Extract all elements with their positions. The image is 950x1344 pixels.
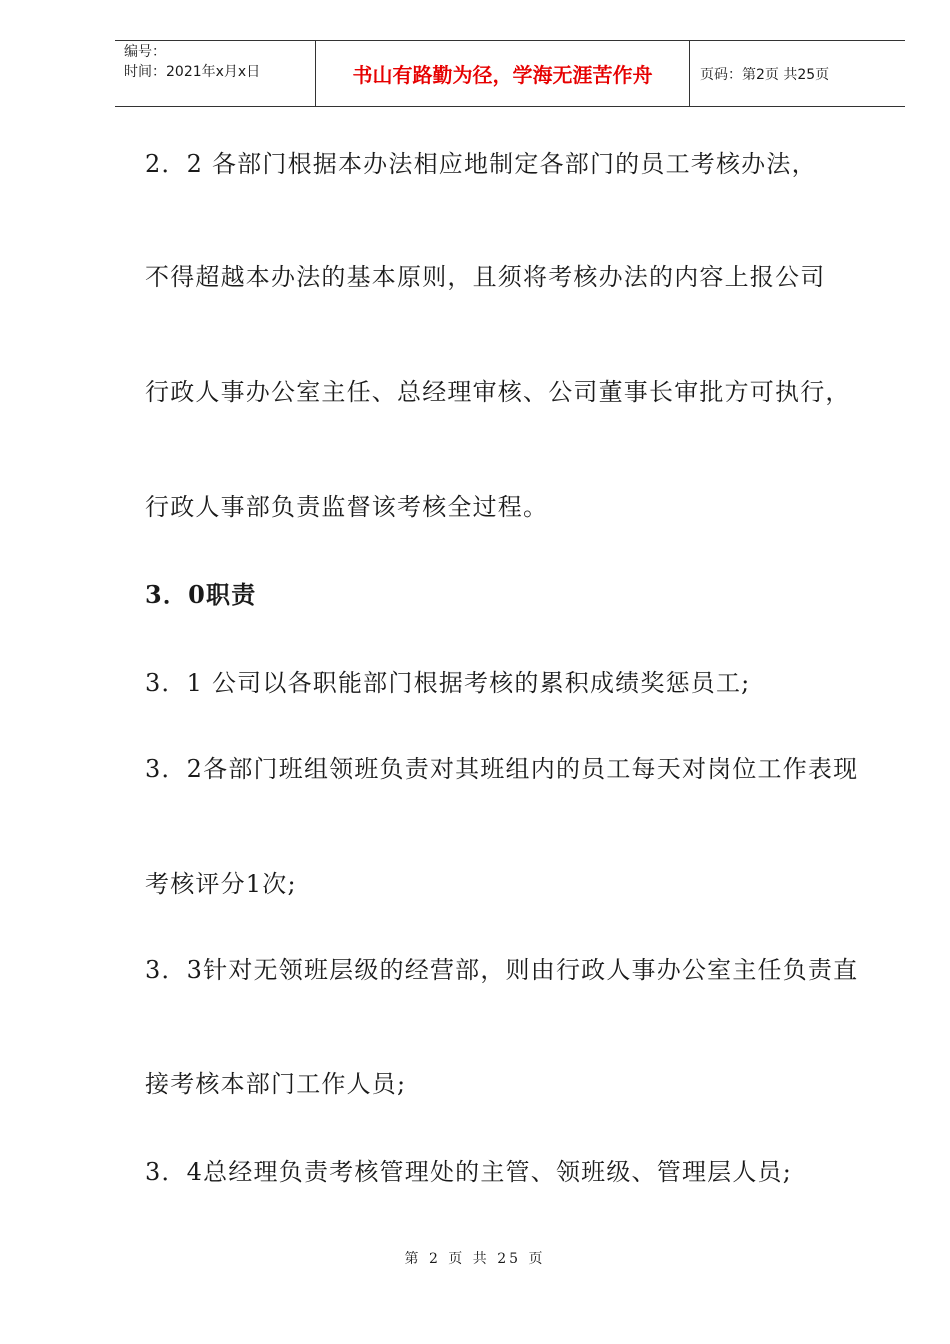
body-line: 考核评分1次;	[145, 870, 297, 898]
body-line: 2．2 各部门根据本办法相应地制定各部门的员工考核办法，	[145, 150, 817, 178]
section-heading: 3．0职责	[145, 580, 257, 609]
body-line: 3．2各部门班组领班负责对其班组内的员工每天对岗位工作表现	[145, 755, 859, 783]
body-line: 3．3针对无领班层级的经营部，则由行政人事办公室主任负责直	[145, 956, 859, 984]
page-footer: 第 2 页 共 25 页	[404, 1251, 546, 1267]
body-line: 不得超越本办法的基本原则，且须将考核办法的内容上报公司	[145, 263, 826, 291]
header-motto: 书山有路勤为径，学海无涯苦作舟	[316, 41, 690, 106]
header-meta-cell	[115, 41, 316, 106]
body-line: 接考核本部门工作人员;	[145, 1070, 407, 1098]
body-line: 3．4总经理负责考核管理处的主管、领班级、管理层人员;	[145, 1158, 793, 1186]
code-label: 编号：	[124, 44, 166, 60]
body-line: 行政人事部负责监督该考核全过程。	[145, 493, 549, 521]
header-page-info: 页码：第2页 共25页	[700, 66, 830, 83]
time-label: 时间：2021年x月x日	[124, 64, 261, 80]
body-line: 3．1 公司以各职能部门根据考核的累积成绩奖惩员工;	[145, 669, 751, 697]
document-header	[115, 40, 905, 107]
body-line: 行政人事办公室主任、总经理审核、公司董事长审批方可执行，	[145, 378, 851, 406]
